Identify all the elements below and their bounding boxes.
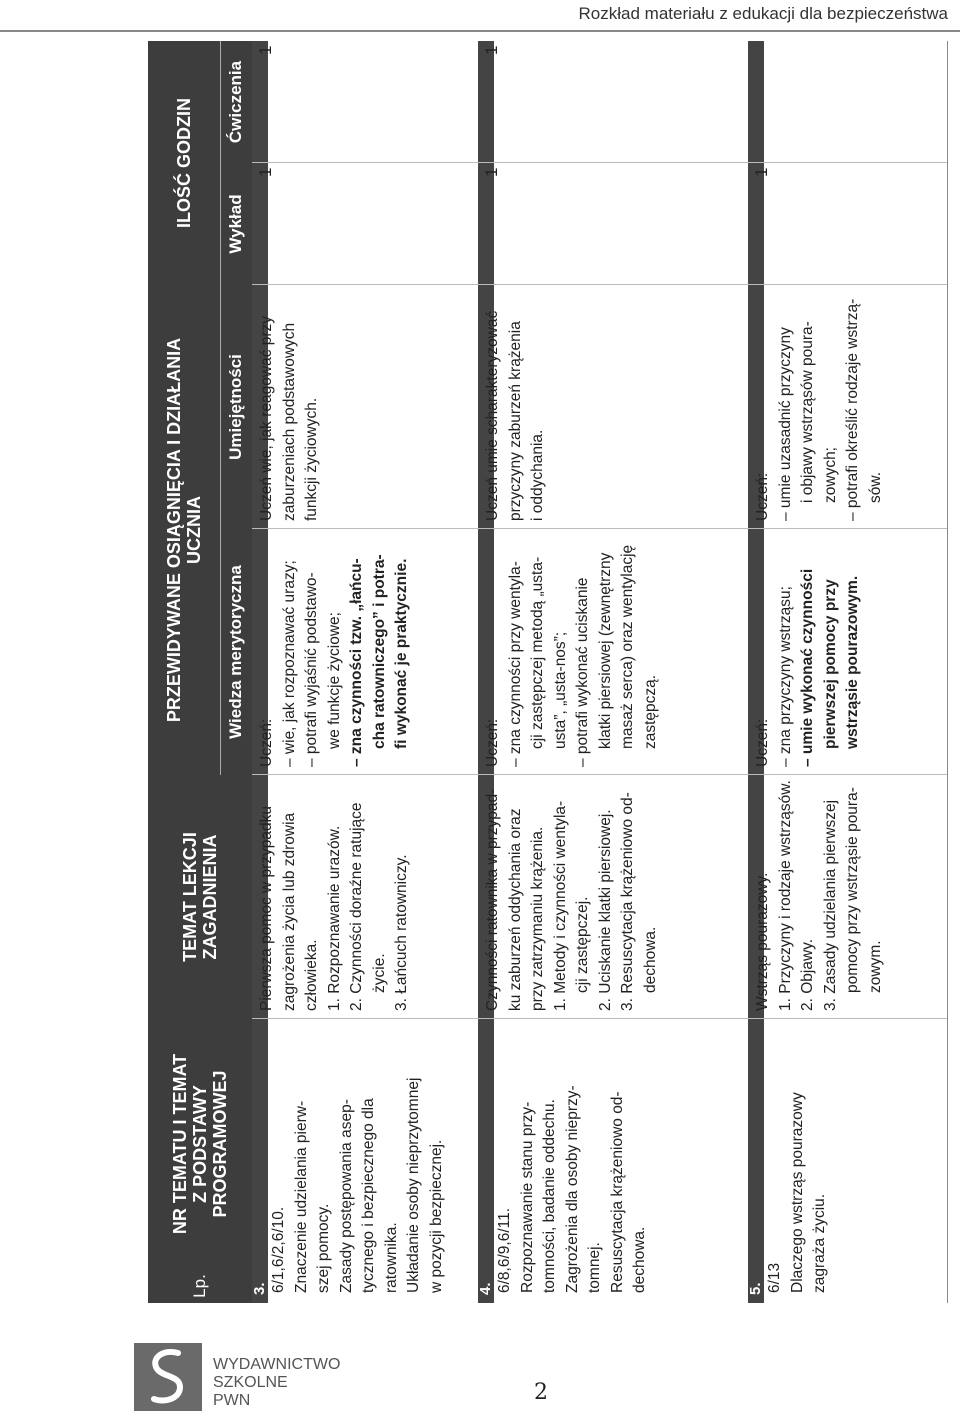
header-temat bbox=[148, 775, 252, 1019]
r3-w-6: fi wykonać je praktycznie. bbox=[393, 558, 410, 749]
r4-p-2: tomności, badanie oddechu. bbox=[541, 1099, 558, 1293]
r4-t-0: Czynności ratownika w przypad- bbox=[484, 788, 501, 1011]
row4-cwiczenia: 1 bbox=[482, 45, 501, 55]
row3-wiedza bbox=[256, 535, 414, 767]
row5-podstawa bbox=[764, 1025, 832, 1293]
row3-umiejetnosci bbox=[256, 289, 324, 521]
r3-w-3: we funkcje życiowe; bbox=[325, 612, 343, 749]
r3-p-0: 6/1,6/2,6/10. bbox=[270, 1206, 287, 1293]
r4-w-7: zastępczą. bbox=[641, 674, 659, 749]
col-sep-4 bbox=[252, 284, 948, 285]
row5-wyklad: 1 bbox=[752, 167, 771, 177]
header-cwiczenia bbox=[220, 41, 252, 163]
r5-t-3: 3. Zasady udzielania pierwszej bbox=[821, 799, 839, 1011]
r4-p-0: 6/8,6/9,6/11. bbox=[496, 1207, 513, 1293]
publisher-line1: WYDAWNICTWO bbox=[213, 1356, 341, 1373]
header-wyklad bbox=[220, 163, 252, 285]
r5-t-2: 2. Objawy. bbox=[799, 938, 816, 1011]
header-godziny-label: ILOŚĆ GODZIN bbox=[174, 98, 194, 228]
r4-w-1: – zna czynności przy wentyla- bbox=[506, 561, 524, 767]
r5-w-1: – zna przyczyny wstrząsu; bbox=[776, 586, 794, 767]
col-sep-2 bbox=[252, 774, 948, 775]
r3-u-0: Uczeń wie, jak reagować przy bbox=[258, 315, 275, 521]
col-sep-3 bbox=[252, 528, 948, 529]
r5-t-0: Wstrząs pourazowy. bbox=[754, 872, 771, 1011]
header-temat-l2: ZAGADNIENIA bbox=[200, 834, 220, 960]
header-godziny bbox=[148, 41, 220, 285]
header-wyklad-label: Wykład bbox=[226, 194, 245, 254]
r4-p-3: Zagrożenia dla osoby nieprzy- bbox=[563, 1085, 581, 1293]
page-number: 2 bbox=[534, 1380, 548, 1405]
r4-u-1: przyczyny zaburzeń krążenia bbox=[506, 321, 524, 521]
r5-p-0: 6/13 bbox=[766, 1262, 783, 1293]
logo-s-icon bbox=[134, 1343, 202, 1411]
r4-u-2: i oddychania. bbox=[529, 429, 546, 521]
header-podstawa-l3: PROGRAMOWEJ bbox=[210, 1070, 230, 1218]
header-temat-l1: TEMAT LEKCJI bbox=[180, 832, 200, 962]
r5-u-5: sów. bbox=[866, 471, 884, 503]
r3-p-3: Zasady postępowania asep- bbox=[337, 1099, 355, 1293]
r3-t-2: człowieka. bbox=[303, 939, 320, 1011]
publisher-name bbox=[213, 1356, 340, 1410]
r5-w-2: – umie wykonać czynności bbox=[799, 568, 816, 767]
r5-u-1: – umie uzasadnić przyczyny bbox=[776, 327, 794, 521]
row3-podstawa bbox=[268, 1025, 448, 1293]
header-wiedza bbox=[220, 529, 252, 775]
header-podstawa bbox=[148, 1019, 252, 1269]
row4-umiejetnosci bbox=[482, 289, 550, 521]
r4-t-7: dechowa. bbox=[641, 926, 659, 993]
header-podstawa-l2: Z PODSTAWY bbox=[190, 1085, 210, 1203]
row3-temat bbox=[256, 779, 414, 1011]
header-wiedza-label: Wiedza merytoryczna bbox=[226, 565, 245, 739]
r4-t-4: cji zastępczej. bbox=[574, 896, 591, 993]
r5-u-2: i objawy wstrząsów poura- bbox=[799, 321, 816, 503]
publisher-line3: PWN bbox=[213, 1392, 251, 1409]
table-header bbox=[148, 41, 252, 1303]
r4-w-0: Uczeń: bbox=[484, 718, 501, 767]
r3-t-0: Pierwsza pomoc w przypadku bbox=[258, 805, 275, 1011]
header-cwiczenia-label: Ćwiczenia bbox=[226, 60, 245, 144]
r5-w-4: wstrząsie pourazowym. bbox=[844, 575, 861, 749]
r4-t-1: ku zaburzeń oddychania oraz bbox=[506, 808, 524, 1011]
r3-p-2: szej pomocy. bbox=[315, 1203, 332, 1293]
r3-w-0: Uczeń: bbox=[258, 718, 275, 767]
r4-t-6: 3. Resuscytacja krążeniowo od- bbox=[619, 792, 636, 1011]
header-podstawa-l1: NR TEMATU I TEMAT bbox=[170, 1053, 190, 1235]
row5-wiedza bbox=[752, 535, 865, 767]
r5-t-1: 1. Przyczyny i rodzaje wstrząsów. bbox=[776, 780, 794, 1011]
row-lp-5: 5. bbox=[747, 1282, 764, 1295]
r3-w-1: – wie, jak rozpoznawać urazy; bbox=[280, 560, 298, 767]
r3-w-2: – potrafi wyjaśnić podstawo- bbox=[303, 572, 320, 767]
r4-w-6: masaż serca) oraz wentylację bbox=[619, 544, 636, 749]
publisher-logo bbox=[134, 1343, 202, 1411]
row-lp-3: 3. bbox=[251, 1282, 268, 1295]
header-osiagniecia bbox=[148, 285, 220, 775]
r5-u-4: – potrafi określić rodzaje wstrzą- bbox=[844, 298, 861, 521]
row4-wyklad: 1 bbox=[482, 167, 501, 177]
r4-p-4: tomnej. bbox=[586, 1242, 603, 1293]
r4-p-6: dechowa. bbox=[631, 1226, 648, 1293]
col-sep-5 bbox=[252, 162, 948, 163]
r4-p-5: Resuscytacja krążeniowo od- bbox=[608, 1091, 626, 1293]
r4-w-5: klatki piersiowej (zewnętrzny bbox=[596, 552, 614, 749]
r3-w-5: cha ratowniczego” i potra- bbox=[370, 554, 388, 749]
r4-w-4: – potrafi wykonać uciskanie bbox=[574, 577, 591, 767]
publisher-line2: SZKOLNE bbox=[213, 1374, 288, 1391]
rotated-table bbox=[148, 41, 948, 1303]
r4-t-3: 1. Metody i czynności wentyla- bbox=[551, 800, 569, 1011]
r4-t-5: 2. Uciskanie klatki piersiowej. bbox=[596, 809, 614, 1011]
r5-t-4: pomocy przy wstrząsie poura- bbox=[844, 787, 861, 993]
r3-t-3: 1. Rozpoznawanie urazów. bbox=[325, 825, 343, 1011]
r3-u-1: zaburzeniach podstawowych bbox=[280, 322, 298, 521]
r5-p-2: zagraża życiu. bbox=[811, 1193, 828, 1293]
r3-w-4: – zna czynności tzw. „łańcu- bbox=[348, 558, 365, 767]
header-umiejetnosci bbox=[220, 285, 252, 529]
r5-t-5: zowym. bbox=[866, 940, 884, 993]
r3-t-5: życie. bbox=[370, 953, 388, 993]
header-lp bbox=[148, 1269, 252, 1303]
row-lp-4: 4. bbox=[477, 1282, 494, 1295]
table-bottom bbox=[947, 41, 948, 1303]
r3-p-4: tycznego i bezpiecznego dla bbox=[360, 1098, 377, 1293]
r3-p-6: Układanie osoby nieprzytomnej bbox=[405, 1077, 422, 1293]
r4-u-0: Uczeń umie scharakteryzować bbox=[484, 310, 501, 521]
r3-u-2: funkcji życiowych. bbox=[303, 397, 320, 521]
header-rule bbox=[0, 30, 960, 32]
r3-t-1: zagrożenia życia lub zdrowia bbox=[280, 812, 298, 1011]
row4-temat bbox=[482, 779, 662, 1011]
row4-wiedza bbox=[482, 535, 662, 767]
r4-w-2: cji zastępczej metodą „usta- bbox=[529, 556, 546, 749]
row5-umiejetnosci bbox=[752, 289, 887, 521]
row3-wyklad: 1 bbox=[256, 167, 275, 177]
r5-u-0: Uczeń: bbox=[754, 472, 771, 521]
r4-t-2: przy zatrzymaniu krążenia. bbox=[529, 826, 546, 1011]
r4-w-3: usta”, „usta-nos”; bbox=[551, 631, 569, 749]
r5-u-3: zowych; bbox=[821, 447, 839, 503]
r5-w-0: Uczeń: bbox=[754, 718, 771, 767]
header-umiejetnosci-label: Umiejętności bbox=[226, 354, 245, 460]
r4-p-1: Rozpoznawanie stanu przy- bbox=[518, 1101, 536, 1293]
row5-temat bbox=[752, 779, 887, 1011]
r5-p-1: Dlaczego wstrząs pourazowy bbox=[788, 1092, 806, 1293]
r3-p-5: ratownika. bbox=[382, 1222, 400, 1293]
header-osiagniecia-l1: PRZEWIDYWANE OSIĄGNIĘCIA I DZIAŁANIA bbox=[164, 337, 184, 723]
r3-p-7: w pozycji bezpiecznej. bbox=[427, 1139, 445, 1293]
r3-t-6: 3. Łańcuch ratowniczy. bbox=[393, 854, 410, 1011]
r5-w-3: pierwszej pomocy przy bbox=[821, 579, 839, 749]
running-head: Rozkład materiału z edukacji dla bezpieczeństwa bbox=[578, 4, 948, 23]
header-osiagniecia-l2: UCZNIA bbox=[184, 496, 204, 564]
row3-cwiczenia: 1 bbox=[256, 45, 275, 55]
r3-t-4: 2. Czynności doraźne ratujące bbox=[348, 802, 365, 1011]
row4-podstawa bbox=[494, 1025, 652, 1293]
col-sep-1 bbox=[252, 1018, 948, 1019]
r3-p-1: Znaczenie udzielania pierw- bbox=[292, 1100, 310, 1293]
header-divider bbox=[220, 41, 221, 775]
header-lp-label: Lp. bbox=[190, 1274, 209, 1298]
